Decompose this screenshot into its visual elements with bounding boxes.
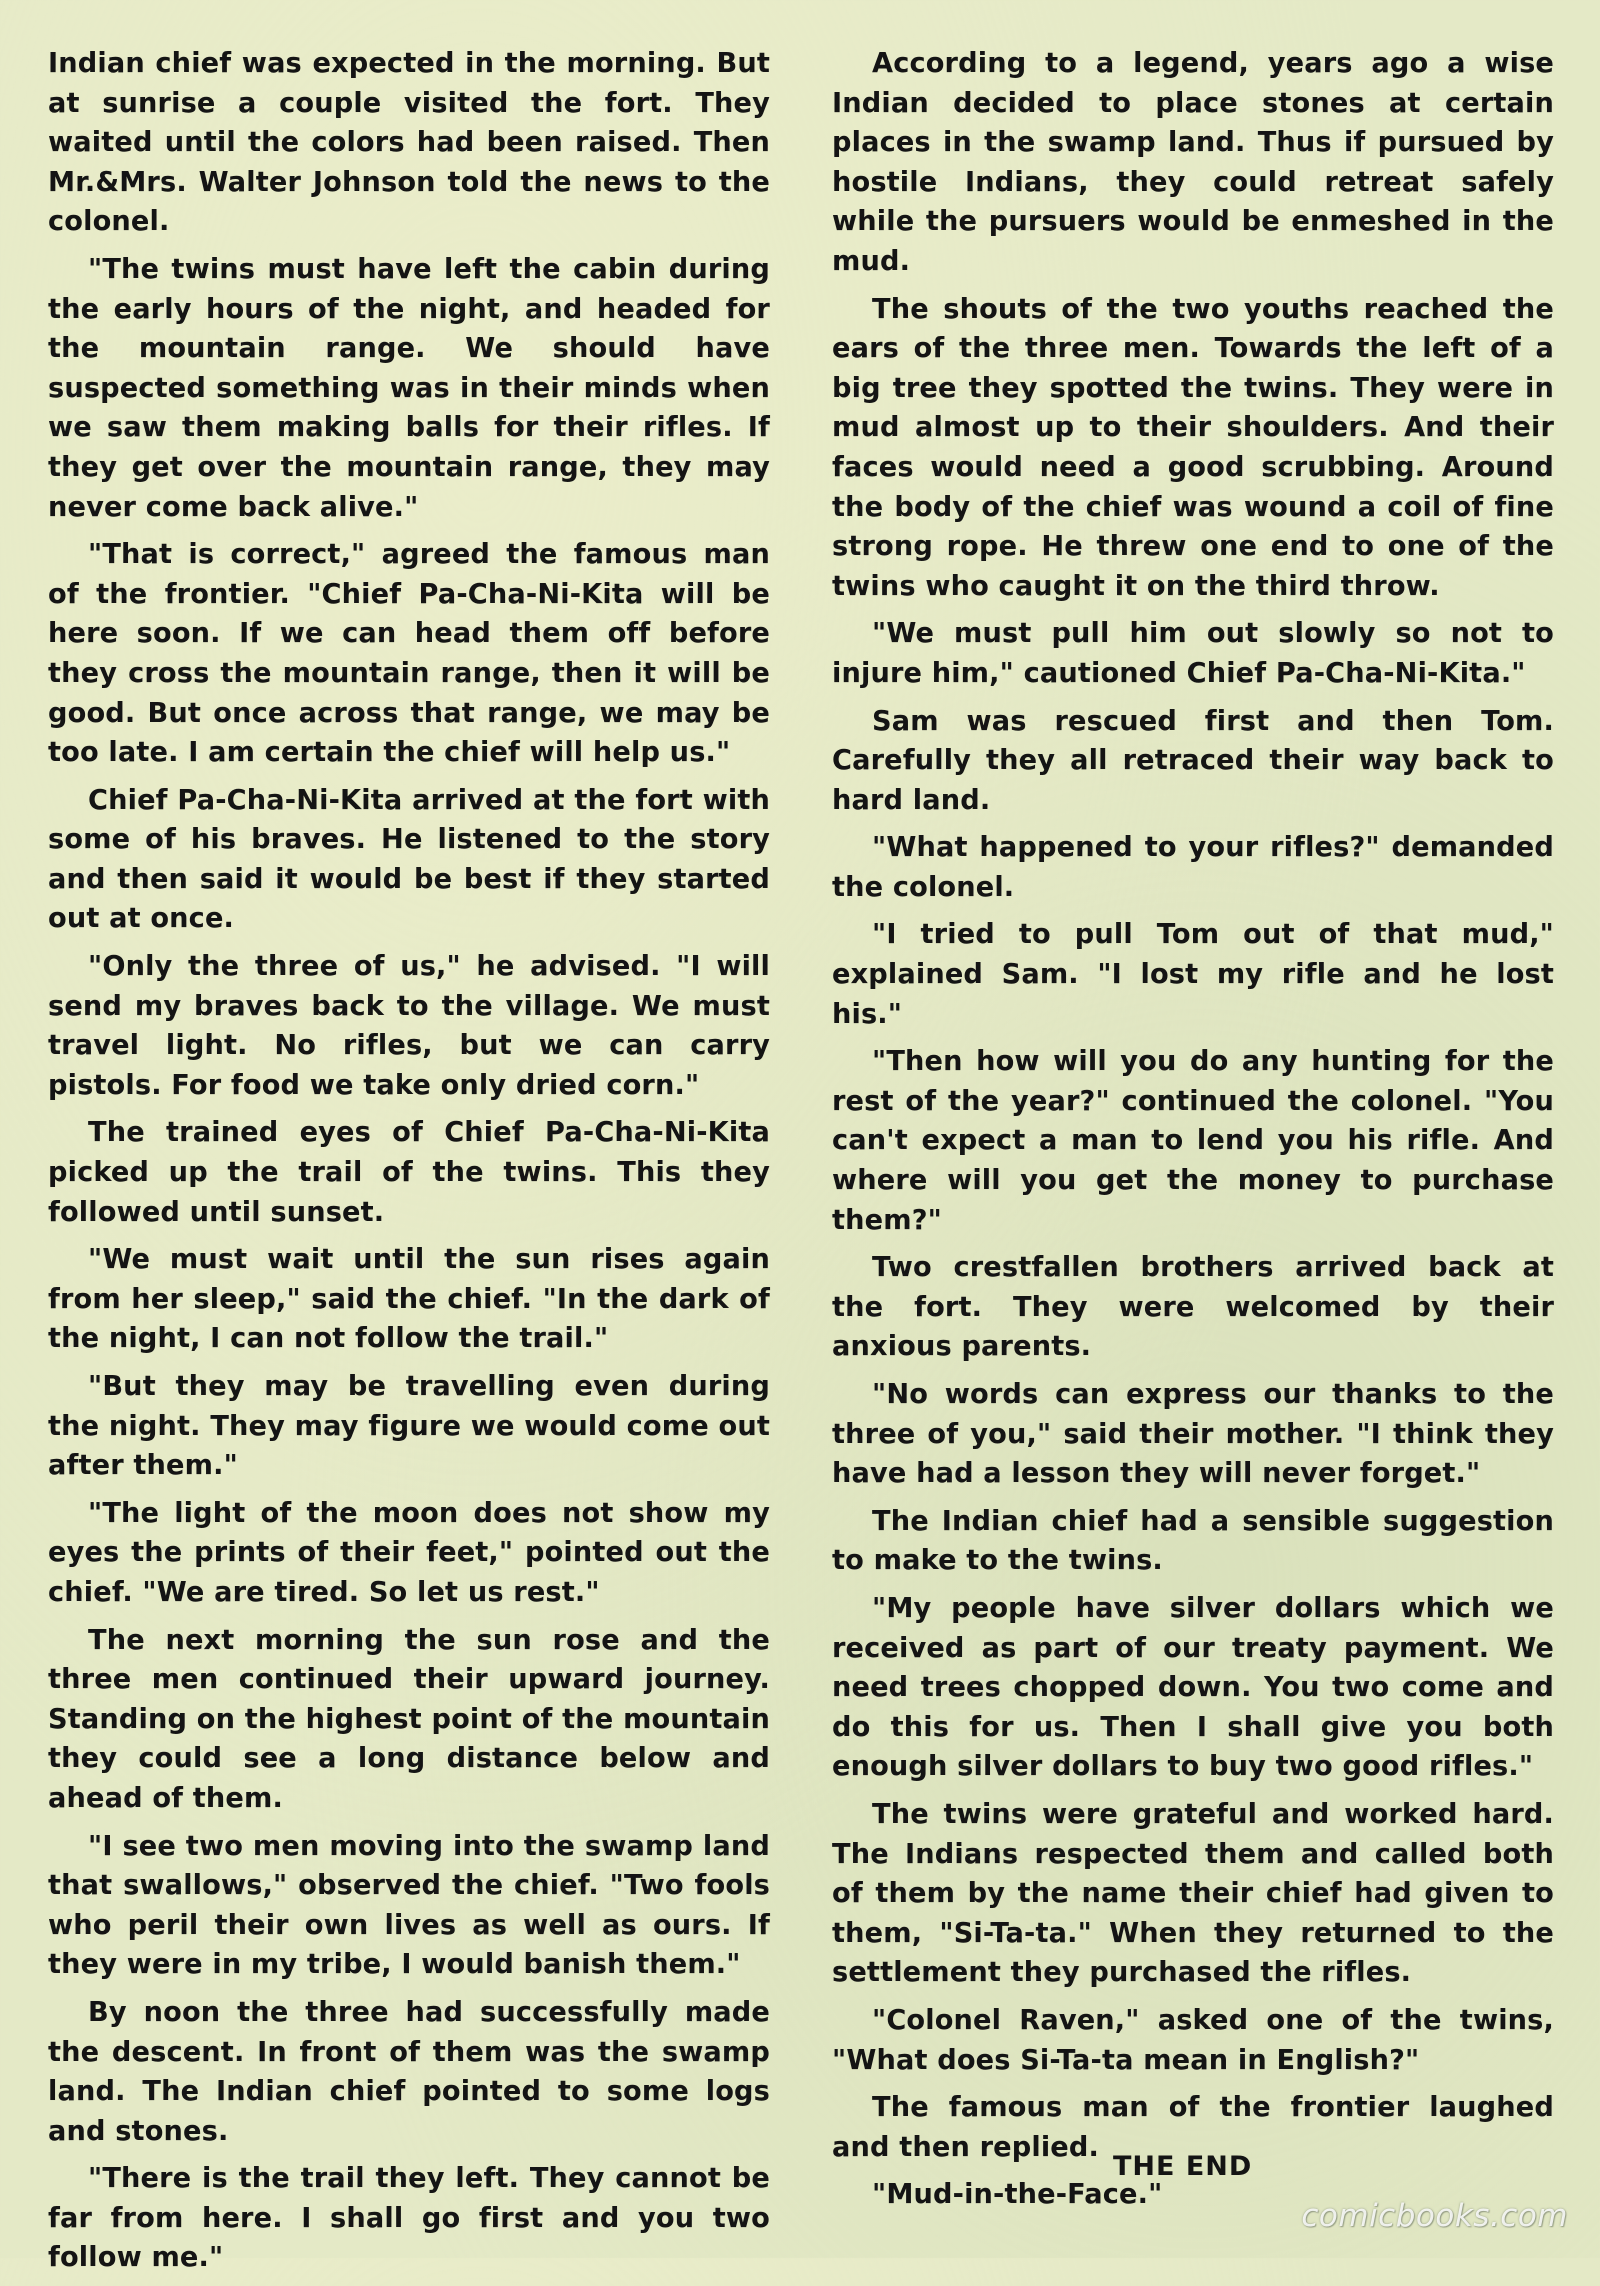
paragraph-right-12: The twins were grateful and worked hard. The Indians respected them and called both of them by the name their chief had given to them, "Si-Ta-ta." When they returned to the settlement they purchased the rifles. <box>832 1798 1554 1989</box>
paragraph-left-2: "The twins must have left the cabin during the early hours of the night, and headed for the mountain range. We should have suspected something was in their minds when we saw them making balls for their rifles. If they get over the mountain range, they may never come back alive." <box>48 253 770 523</box>
paragraph-right-5: "What happened to your rifles?" demanded the colonel. <box>832 832 1554 903</box>
paragraph-left-12: By noon the three had successfully made the descent. In front of them was the swamp land. The Indian chief pointed to some logs and stones. <box>48 1996 770 2147</box>
paragraph-right-1: According to a legend, years ago a wise Indian decided to place stones at certain places in the swamp land. Thus if pursued by hostile Indians, they could retreat safely while the pursuers would be enmeshed in the mud. <box>832 48 1554 277</box>
paragraph-left-11: "I see two men moving into the swamp land that swallows," observed the chief. "Two fools who peril their own lives as well as ours. If they were in my tribe, I would banish them." <box>48 1830 770 1981</box>
right-text-column <box>832 44 1554 2223</box>
paragraph-right-13: "Colonel Raven," asked one of the twins, "What does Si-Ta-ta mean in English?" <box>832 2004 1554 2076</box>
paragraph-left-13: "There is the trail they left. They cannot be far from here. I shall go first and you two follow me." <box>48 2163 770 2274</box>
paragraph-left-1: Indian chief was expected in the morning. But at sunrise a couple visited the fort. They waited until the colors had been raised. Then Mr.&Mrs. Walter Johnson told the news to the colonel. <box>48 48 770 238</box>
paragraph-right-15: "Mud-in-the-Face." <box>872 2179 1163 2211</box>
paragraph-left-10: The next morning the sun rose and the three men continued their upward journey. Standing on the highest point of the mountain they could see a long distance below and ahead of them. <box>48 1624 770 1814</box>
paragraph-left-6: The trained eyes of Chief Pa-Cha-Ni-Kita picked up the trail of the twins. This they followed until sunset. <box>48 1117 770 1228</box>
paragraph-right-10: The Indian chief had a sensible suggestion to make to the twins. <box>832 1505 1554 1577</box>
paragraph-right-6: "I tried to pull Tom out of that mud," explained Sam. "I lost my rifle and he lost his." <box>832 919 1554 1030</box>
left-text-column <box>48 44 770 2286</box>
paragraph-left-9: "The light of the moon does not show my eyes the prints of their feet," pointed out the chief. "We are tired. So let us rest." <box>48 1497 770 1608</box>
paragraph-left-7: "We must wait until the sun rises again from her sleep," said the chief. "In the dark of the night, I can not follow the trail." <box>48 1244 770 1355</box>
paragraph-right-2: The shouts of the two youths reached the ears of the three men. Towards the left of a big tree they spotted the twins. They were in mud almost up to their shoulders. And their faces would need a good scrubbing. Around the body of the chief was wound a coil of fine strong rope. He threw one end to one of the twins who caught it on the third throw. <box>832 293 1554 602</box>
paragraph-left-4: Chief Pa-Cha-Ni-Kita arrived at the fort with some of his braves. He listened to the story and then said it would be best if they started out at once. <box>48 784 770 935</box>
paragraph-left-8: "But they may be travelling even during the night. They may figure we would come out after them." <box>48 1371 770 1482</box>
paragraph-right-14: The famous man of the frontier laughed and then replied. <box>832 2092 1554 2163</box>
paragraph-right-7: "Then how will you do any hunting for the rest of the year?" continued the colonel. "You can't expect a man to lend you his rifle. And where will you get the money to purchase them?" <box>832 1046 1554 1236</box>
paragraph-left-3: "That is correct," agreed the famous man of the frontier. "Chief Pa-Cha-Ni-Kita will be here soon. If we can head them off before they cross the mountain range, then it will be good. But once across that range, we may be too late. I am certain the chief will help us." <box>48 539 770 769</box>
paragraph-right-3: "We must pull him out slowly so not to injure him," cautioned Chief Pa-Cha-Ni-Kita." <box>832 618 1554 689</box>
paragraph-left-5: "Only the three of us," he advised. "I will send my braves back to the village. We must travel light. No rifles, but we can carry pistols. For food we take only dried corn." <box>48 951 770 1101</box>
the-end-label: THE END <box>1113 2151 1253 2182</box>
site-watermark: comicbooks.com <box>1301 2198 1568 2234</box>
paragraph-right-8: Two crestfallen brothers arrived back at the fort. They were welcomed by their anxious parents. <box>832 1252 1554 1363</box>
paragraph-right-4: Sam was rescued first and then Tom. Carefully they all retraced their way back to hard land. <box>832 705 1554 816</box>
paragraph-right-9: "No words can express our thanks to the three of you," said their mother. "I think they have had a lesson they will never forget." <box>832 1379 1554 1490</box>
paragraph-right-11: "My people have silver dollars which we received as part of our treaty payment. We need trees chopped down. You two come and do this for us. Then I shall give you both enough silver dollars to buy two good rifles." <box>832 1592 1554 1783</box>
